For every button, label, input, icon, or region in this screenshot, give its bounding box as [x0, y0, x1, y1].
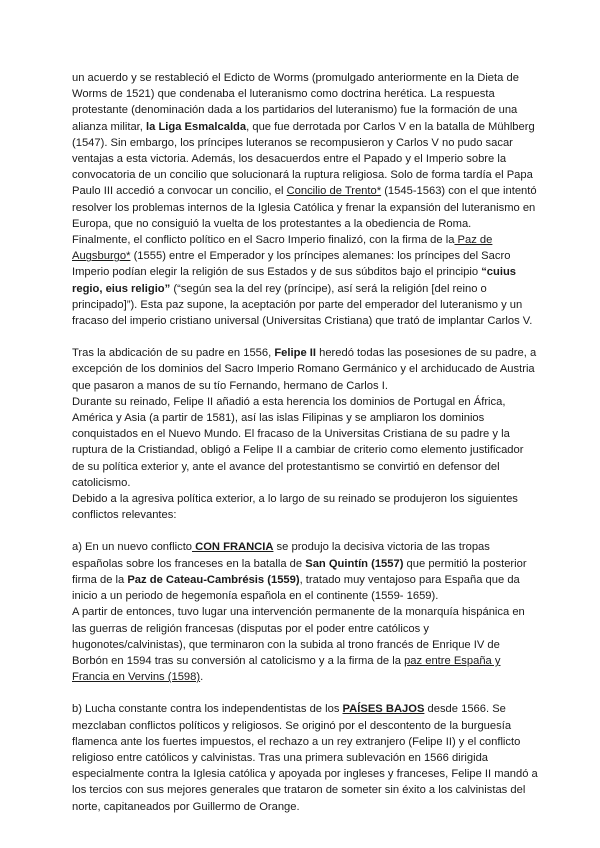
- bold-term: la Liga Esmalcalda: [146, 120, 247, 133]
- text: Debido a la agresiva política exterior, a lo largo de su reinado se produjeron los siguientes conflictos relevantes:: [72, 493, 518, 522]
- paragraph-spacer: [72, 685, 538, 701]
- text: (1555) entre el Emperador y los príncipes alemanes: los príncipes del Sacro Imperio podían elegir la religión de sus Estados y de sus súbditos bajo el principio: [72, 250, 511, 279]
- bold-underlined-heading: CON FRANCIA: [192, 541, 274, 554]
- text: Durante su reinado, Felipe II añadió a esta herencia los dominios de Portugal en África, América y Asia (a partir de 1581), así las islas Filipinas y se ampliaron los dominios conquistados en el Nuevo Mundo. El fracaso de la Universitas Cristiana de su padre y la ruptura de la Cristiandad, obligó a Felipe II a cambiar de criterio como elemento justificador de su política exterior y, ante el avance del protestantismo se convirtió en defensor del catolicismo.: [72, 395, 524, 489]
- text: , que fue derrotada por Carlos V en la batalla de Mühlberg (1547). Sin embargo, los príncipes luteranos se recompusieron y Carlos V no pudo sacar ventajas a esta victoria. Además, los desacuerdos entre el Papado y el Imperio sobre la convocatoria de un concilio que solucionará la ruptura religiosa. Solo de forma tardía el Papa Paulo III accedió a convocar un concilio, el: [72, 120, 535, 198]
- bold-underlined-heading: PAÍSES BAJOS: [342, 703, 425, 716]
- paragraph-augsburg-context: [72, 70, 538, 232]
- bold-term: “cuius regio, eius religio”: [72, 266, 517, 295]
- link-paz-de-vervins[interactable]: paz entre España y Francia en Vervins (1598): [72, 654, 501, 684]
- text: .: [200, 671, 204, 684]
- paragraph-conflicto-francia: [72, 539, 538, 604]
- document-page: [72, 70, 538, 815]
- text: , tratado muy ventajoso para España que da inicio a un periodo de hegemonía española en el continente (1559- 1659).: [72, 573, 520, 603]
- text: (1545-1563) con el que intentó resolver los problemas internos de la Iglesia Católica y frenar la expansión del luteranismo en Europa, que no consiguió la vuelta de los protestantes a la obediencia de Roma.: [72, 185, 537, 230]
- paragraph-felipe-ii: [72, 345, 538, 394]
- paragraph-paz-de-augsburgo: [72, 232, 538, 329]
- text: A partir de entonces, tuvo lugar una intervención permanente de la monarquía hispánica en las guerras de religión francesas (disputas por el poder entre católicos y hugonotes/calvinistas), que terminaron con la subida al trono francés de Enrique IV de Borbón en 1594 tras su conversión al catolicismo y a la firma de la: [72, 606, 525, 667]
- text: un acuerdo y se restableció el Edicto de Worms (promulgado anteriormente en la Dieta de Worms de 1521) que condenaba el luteranismo como doctrina herética. La respuesta protestante (denominación dada a los partidarios del luteranismo) fue la formación de una alianza militar,: [72, 72, 519, 133]
- text: Finalmente, el conflicto político en el Sacro Imperio finalizó, con la firma de la: [72, 234, 455, 247]
- text: (“según sea la del rey (príncipe), así será la religión [del reino o principado]”). Esta paz supone, la aceptación por parte del emperador del luteranismo y un fracaso del imperio cristiano universal (Universitas Cristiana) que trató de implantar Carlos V.: [72, 282, 533, 328]
- paragraph-spacer: [72, 329, 538, 345]
- bold-term: Felipe II: [274, 347, 316, 360]
- paragraph-spacer: [72, 523, 538, 539]
- text: Tras la abdicación de su padre en 1556,: [72, 347, 275, 360]
- text: que permitió la posterior firma de la: [72, 557, 527, 586]
- text: a) En un nuevo conflicto: [72, 541, 193, 554]
- link-paz-de-augsburgo[interactable]: Paz de Augsburgo*: [72, 234, 493, 263]
- text: desde 1566. Se mezclaban conflictos políticos y religiosos. Se originó por el descontento de la burguesía flamenca ante los fuertes impuestos, el rechazo a un rey extranjero (Felipe II) y el conflicto religioso entre católicos y calvinistas. Tras una primera sublevación en 1566 dirigida especialmente contra la Iglesia católica y apoyada por ingleses y franceses, Felipe II mandó a los tercios con sus mejores generales que trataron de someter sin éxito a los calvinistas del norte, capitaneados por Guillermo de Orange.: [72, 703, 538, 813]
- text: heredó todas las posesiones de su padre, a excepción de los dominios del Sacro Imperio Romano Germánico y el archiducado de Austria que pasaron a manos de su tío Fernando, hermano de Carlos I.: [72, 347, 537, 392]
- paragraph-reinado: [72, 394, 538, 491]
- text: se produjo la decisiva victoria de las tropas españolas sobre los franceses en la batalla de: [72, 541, 490, 570]
- paragraph-conflictos-intro: [72, 491, 538, 523]
- paragraph-paises-bajos: [72, 701, 538, 814]
- bold-term: San Quintín (1557): [305, 557, 404, 570]
- paragraph-guerras-religion: [72, 604, 538, 685]
- bold-term: Paz de Cateau-Cambrésis (1559): [127, 573, 300, 586]
- text: b) Lucha constante contra los independentistas de los: [72, 703, 343, 716]
- link-concilio-de-trento[interactable]: Concilio de Trento*: [286, 185, 382, 198]
